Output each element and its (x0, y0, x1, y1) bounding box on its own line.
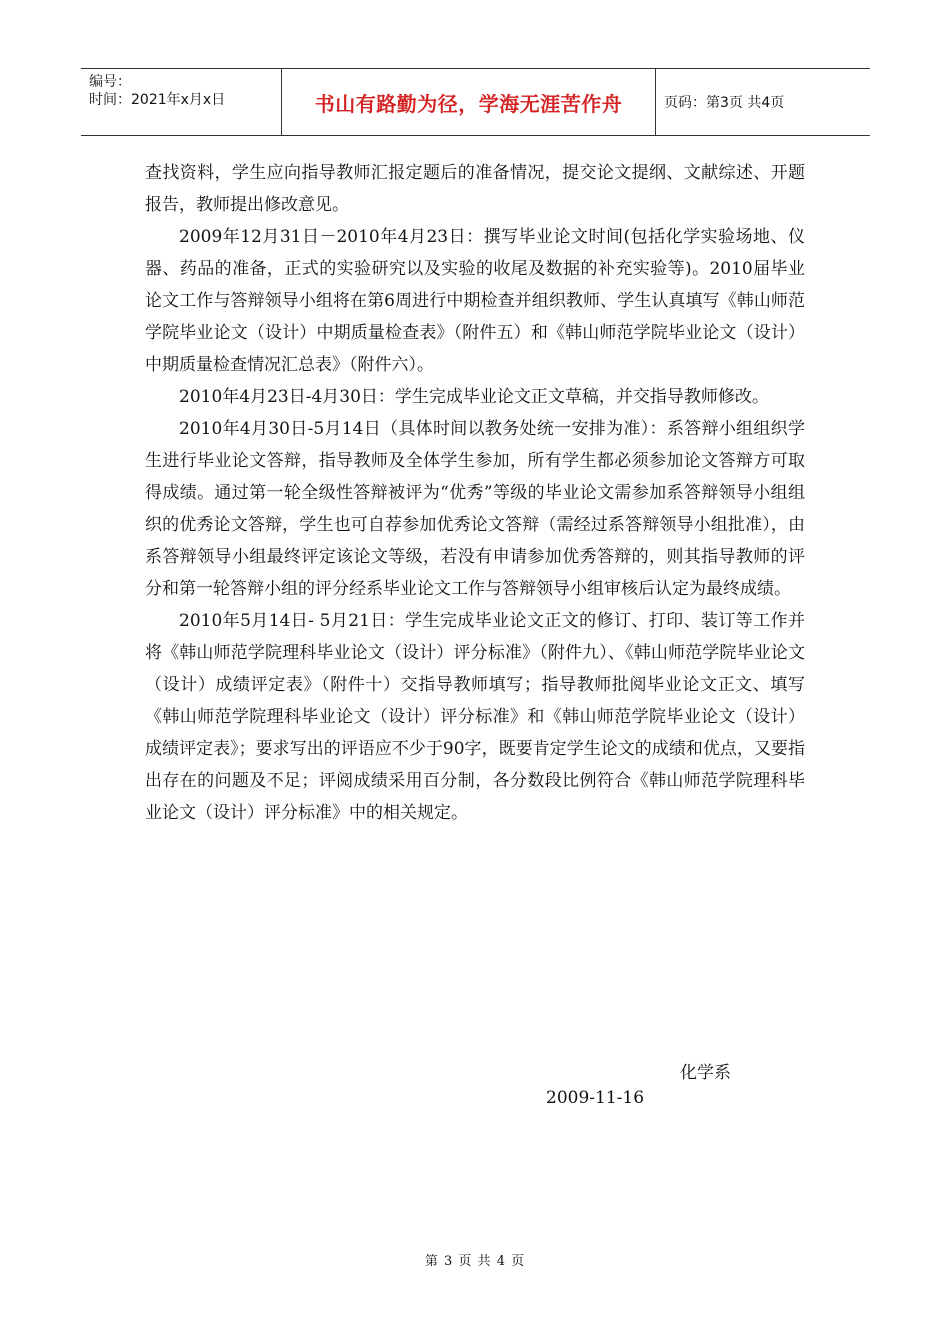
paragraph: 2010年4月23日-4月30日：学生完成毕业论文正文草稿，并交指导教师修改。 (179, 387, 769, 407)
number-label: 编号： (89, 74, 131, 90)
header-meta (81, 69, 282, 135)
time-label: 时间：2021年x月x日 (89, 92, 226, 108)
header-page-info: 页码：第3页 共4页 (664, 95, 785, 111)
paragraph: 2009年12月31日－2010年4月23日：撰写毕业论文时间(包括化学实验场地、仪器、药品的准备，正式的实验研究以及实验的收尾及数据的补充实验等)。2010届毕业论文工作与答辩领导小组将在第6周进行中期检查并组织教师、学生认真填写《韩山师范学院毕业论文（设计）中期质量检查表》（附件五）和《韩山师范学院毕业论文（设计）中期质量检查情况汇总表》（附件六）。 (145, 227, 805, 375)
paragraph: 2010年4月30日-5月14日（具体时间以教务处统一安排为准）：系答辩小组组织学生进行毕业论文答辩，指导教师及全体学生参加，所有学生都必须参加论文答辩方可取得成绩。通过第一轮全级性答辩被评为“优秀”等级的毕业论文需参加系答辩领导小组组织的优秀论文答辩，学生也可自荐参加优秀论文答辩（需经过系答辩领导小组批准），由系答辩领导小组最终评定该论文等级，若没有申请参加优秀答辩的，则其指导教师的评分和第一轮答辩小组的评分经系毕业论文工作与答辩领导小组审核后认定为最终成绩。 (145, 419, 805, 599)
paragraph: 查找资料，学生应向指导教师汇报定题后的准备情况，提交论文提纲、文献综述、开题报告，教师提出修改意见。 (145, 163, 805, 215)
page-header (81, 68, 870, 136)
header-motto: 书山有路勤为径，学海无涯苦作舟 (282, 69, 656, 135)
document-body (145, 157, 805, 829)
paragraph: 2010年5月14日- 5月21日：学生完成毕业论文正文的修订、打印、装订等工作并将《韩山师范学院理科毕业论文（设计）评分标准》（附件九）、《韩山师范学院毕业论文（设计）成绩评定表》（附件十）交指导教师填写；指导教师批阅毕业论文正文、填写《韩山师范学院理科毕业论文（设计）评分标准》和《韩山师范学院毕业论文（设计）成绩评定表》；要求写出的评语应不少于90字，既要肯定学生论文的成绩和优点，又要指出存在的问题及不足；评阅成绩采用百分制，各分数段比例符合《韩山师范学院理科毕业论文（设计）评分标准》中的相关规定。 (145, 611, 805, 823)
signature-department: 化学系 (680, 1063, 731, 1083)
signature-date: 2009-11-16 (546, 1088, 645, 1108)
page-footer: 第 3 页 共 4 页 (424, 1254, 526, 1269)
